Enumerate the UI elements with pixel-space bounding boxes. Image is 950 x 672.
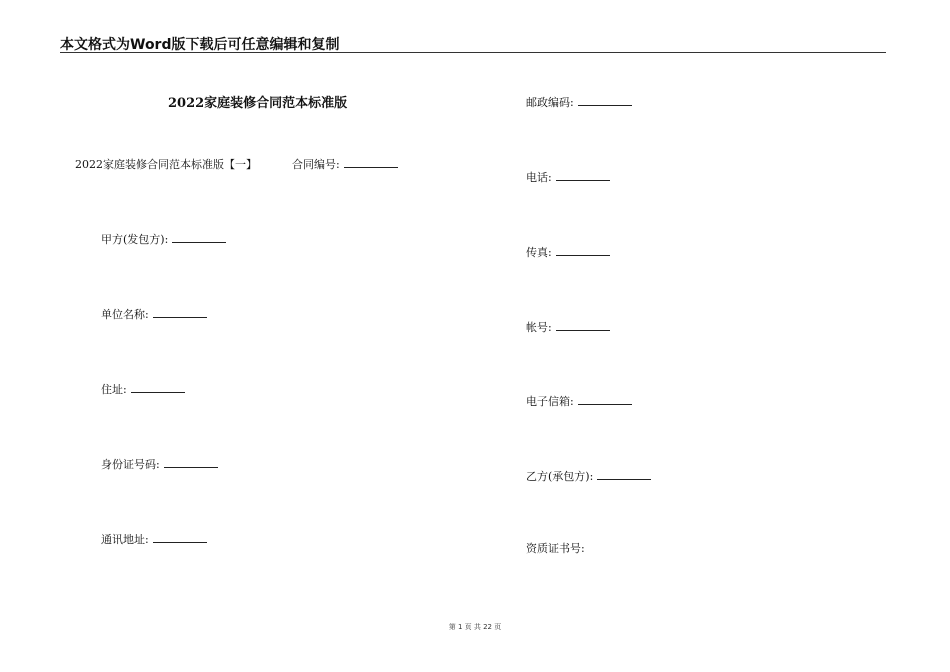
field-mailing-address bbox=[101, 530, 207, 547]
field-blank[interactable] bbox=[578, 93, 632, 106]
page-footer: 第 1 页 共 22 页 bbox=[448, 623, 502, 631]
field-id-number bbox=[101, 455, 218, 472]
field-account bbox=[526, 318, 610, 335]
field-blank[interactable] bbox=[131, 380, 185, 393]
page-header bbox=[60, 34, 886, 53]
contract-number-label: 合同编号: bbox=[292, 158, 340, 171]
field-label: 资质证书号: bbox=[526, 542, 585, 555]
field-label: 单位名称: bbox=[101, 308, 149, 321]
field-blank[interactable] bbox=[153, 530, 207, 543]
field-email bbox=[526, 392, 632, 409]
field-blank[interactable] bbox=[164, 455, 218, 468]
field-label: 甲方(发包方): bbox=[101, 233, 169, 246]
field-blank[interactable] bbox=[556, 168, 610, 181]
subtitle-line bbox=[75, 155, 398, 172]
document-title: 2022家庭装修合同范本标准版 bbox=[168, 96, 348, 111]
field-qualification-number bbox=[526, 542, 585, 556]
field-blank[interactable] bbox=[556, 243, 610, 256]
field-label: 帐号: bbox=[526, 321, 552, 334]
field-phone bbox=[526, 168, 610, 185]
field-postal-code bbox=[526, 93, 632, 110]
field-blank[interactable] bbox=[172, 230, 226, 243]
field-blank[interactable] bbox=[597, 467, 651, 480]
field-party-b bbox=[526, 467, 651, 484]
field-blank[interactable] bbox=[556, 318, 610, 331]
field-blank[interactable] bbox=[153, 305, 207, 318]
field-label: 邮政编码: bbox=[526, 96, 574, 109]
contract-number-blank[interactable] bbox=[344, 155, 398, 168]
field-label: 电话: bbox=[526, 171, 552, 184]
header-text: 本文格式为Word版下载后可任意编辑和复制 bbox=[60, 37, 340, 53]
field-label: 电子信箱: bbox=[526, 395, 574, 408]
field-unit-name bbox=[101, 305, 207, 322]
field-blank[interactable] bbox=[578, 392, 632, 405]
field-label: 通讯地址: bbox=[101, 533, 149, 546]
field-label: 身份证号码: bbox=[101, 458, 160, 471]
field-label: 乙方(承包方): bbox=[526, 470, 594, 483]
field-party-a bbox=[101, 230, 226, 247]
field-address bbox=[101, 380, 185, 397]
field-label: 住址: bbox=[101, 383, 127, 396]
field-fax bbox=[526, 243, 610, 260]
field-label: 传真: bbox=[526, 246, 552, 259]
document-subtitle: 2022家庭装修合同范本标准版【一】 bbox=[75, 158, 257, 171]
